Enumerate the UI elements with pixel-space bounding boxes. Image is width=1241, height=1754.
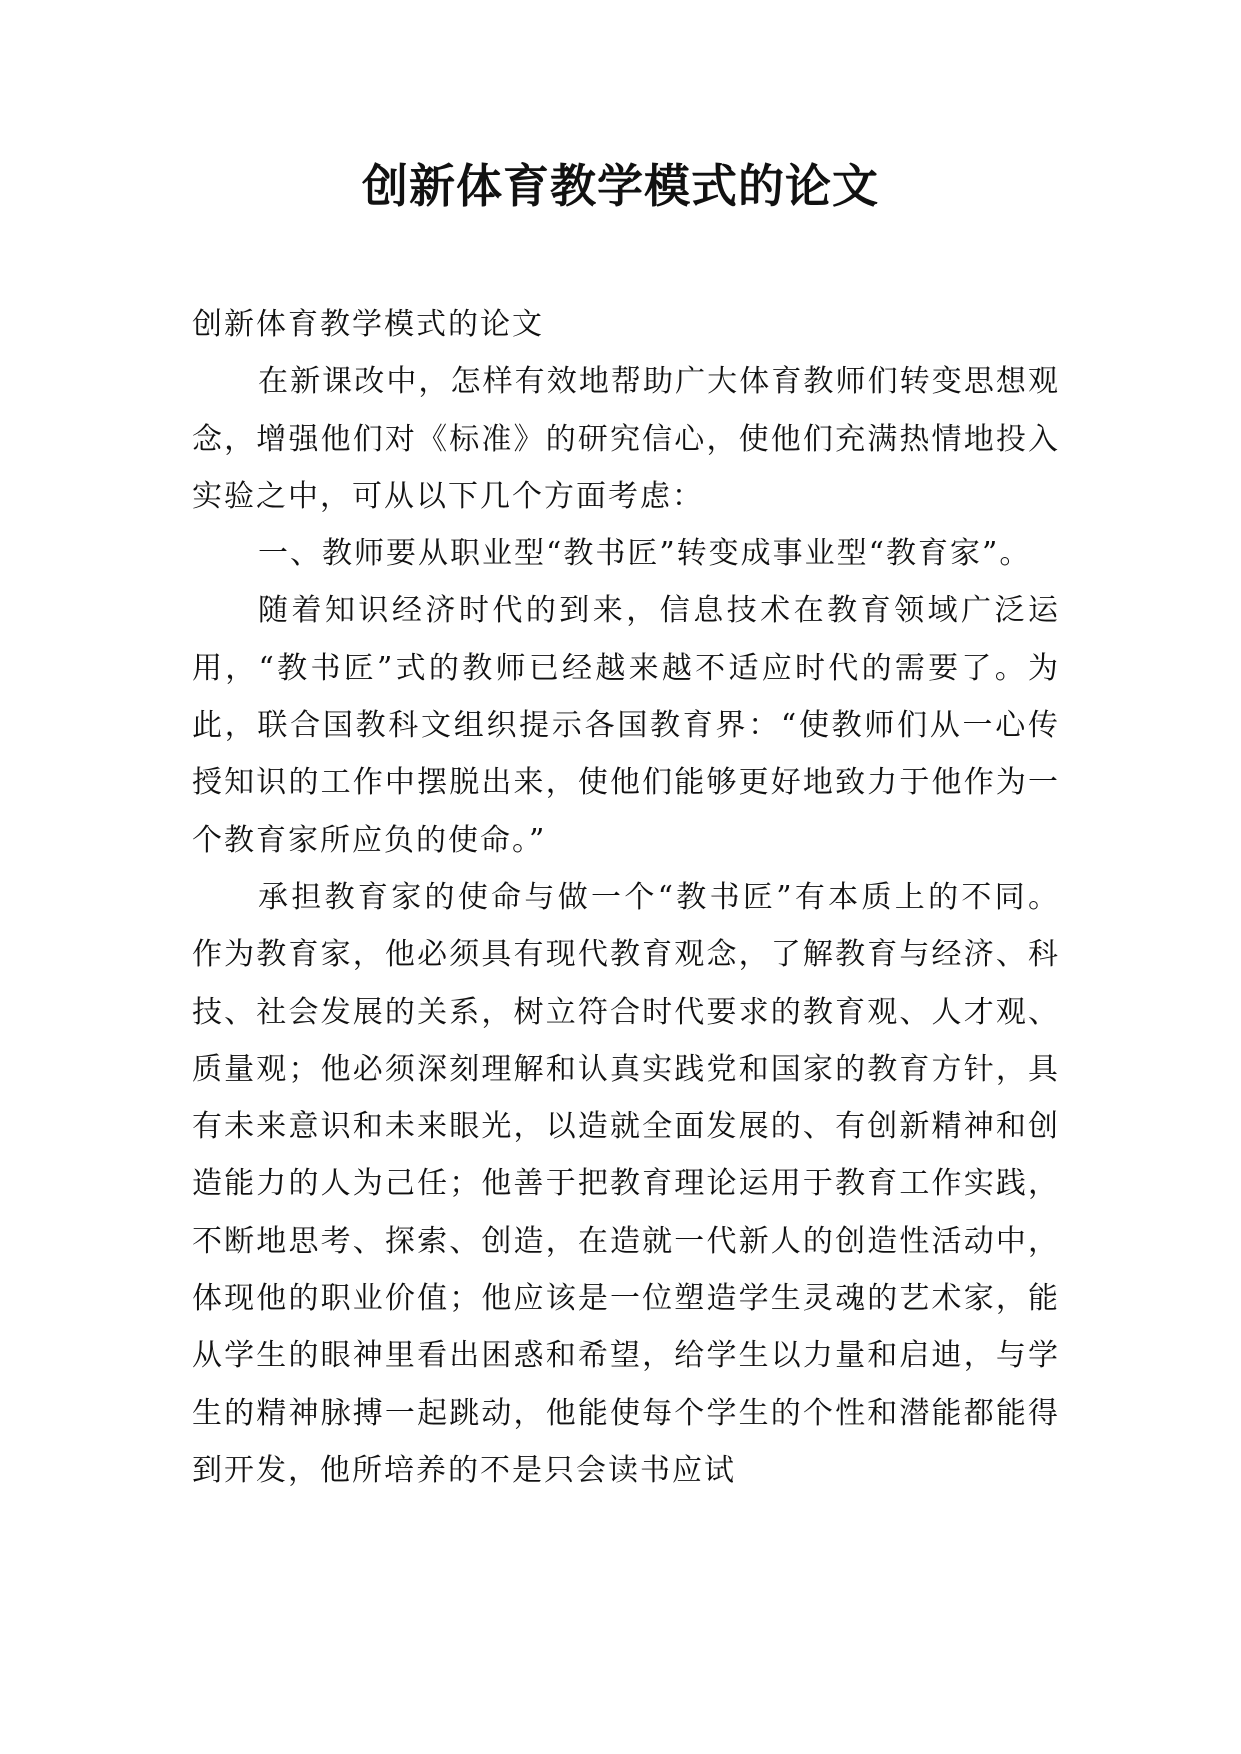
paragraph-educator-mission: 承担教育家的使命与做一个“教书匠”有本质上的不同。作为教育家，他必须具有现代教育观念，了解教育与经济、科技、社会发展的关系，树立符合时代要求的教育观、人才观、质量观；他必须深刻理解和认真实践党和国家的教育方针，具有未来意识和未来眼光，以造就全面发展的、有创新精神和创造能力的人为己任；他善于把教育理论运用于教育工作实践，不断地思考、探索、创造，在造就一代新人的创造性活动中，体现他的职业价值；他应该是一位塑造学生灵魂的艺术家，能从学生的眼神里看出困惑和希望，给学生以力量和启迪，与学生的精神脉搏一起跳动，他能使每个学生的个性和潜能都能得到开发，他所培养的不是只会读书应试 bbox=[192, 879, 1060, 1488]
paragraph-heading: 创新体育教学模式的论文 bbox=[192, 307, 544, 342]
paragraph-section-one: 一、教师要从职业型“教书匠”转变成事业型“教育家”。 bbox=[258, 536, 1032, 572]
page-title: 创新体育教学模式的论文 bbox=[362, 159, 879, 213]
document-body bbox=[192, 296, 1060, 1499]
paragraph-knowledge-economy: 随着知识经济时代的到来，信息技术在教育领域广泛运用，“教书匠”式的教师已经越来越不适应时代的需要了。为此，联合国教科文组织提示各国教育界：“使教师们从一心传授知识的工作中摆脱出来，使他们能够更好地致力于他作为一个教育家所应负的使命。” bbox=[192, 593, 1060, 858]
paragraph-intro: 在新课改中，怎样有效地帮助广大体育教师们转变思想观念，增强他们对《标准》的研究信心，使他们充满热情地投入实验之中，可从以下几个方面考虑： bbox=[192, 364, 1060, 514]
